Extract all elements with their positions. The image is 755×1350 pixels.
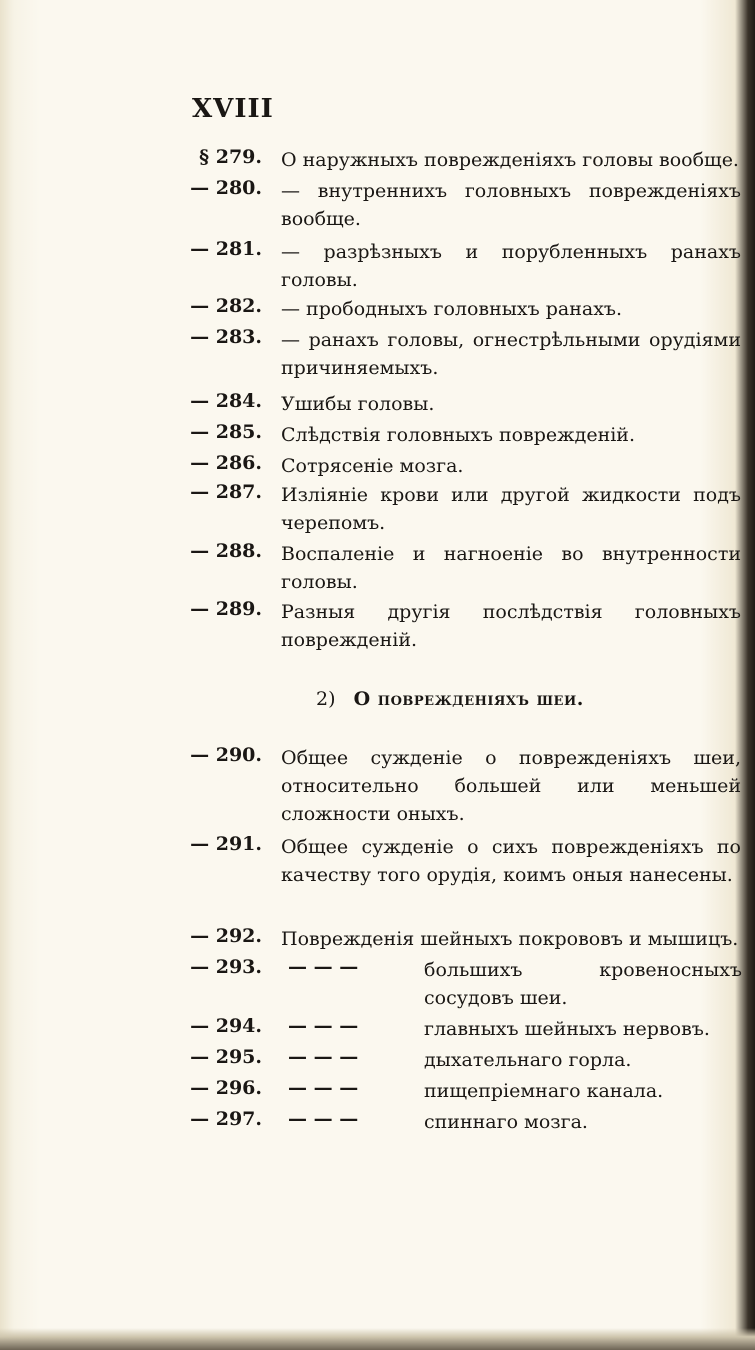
entry-text: О наружныхъ поврежденiяхъ головы вообще. bbox=[281, 149, 739, 171]
section-number: — 291. bbox=[190, 833, 262, 855]
section-number: — 294. bbox=[190, 1015, 262, 1037]
section-number: — 284. bbox=[190, 390, 262, 412]
entry-text: Сотрясенiе мозга. bbox=[281, 455, 464, 477]
entry-text: спиннаго мозга. bbox=[424, 1111, 588, 1133]
section-number: — 282. bbox=[190, 295, 262, 317]
entry-text: Излiянiе крови или другой жидкости подъ черепомъ. bbox=[281, 484, 741, 534]
page-number: XVIII bbox=[192, 94, 274, 124]
section-heading-number: 2) bbox=[316, 688, 336, 710]
entry-text: — ранахъ головы, огнестрѣльными орудiями причиняемыхъ. bbox=[281, 329, 741, 379]
entry-text: дыхательнаго горла. bbox=[424, 1049, 632, 1071]
entry-text: Воспаленiе и нагноенiе во внутренности головы. bbox=[281, 543, 741, 593]
entry-text: — внутреннихъ головныхъ поврежденiяхъ вообще. bbox=[281, 180, 741, 230]
entry-text: Ушибы головы. bbox=[281, 393, 435, 415]
entry-text: — разрѣзныхъ и порубленныхъ ранахъ головы. bbox=[281, 241, 741, 291]
section-number: — 295. bbox=[190, 1046, 262, 1068]
entry-text: большихъ кровеносныхъ сосудовъ шеи. bbox=[424, 959, 742, 1009]
section-heading-title: О поврежденiяхъ шеи. bbox=[353, 688, 584, 710]
ditto-dashes: — — — bbox=[288, 1077, 359, 1099]
ditto-dashes: — — — bbox=[288, 1046, 359, 1068]
section-number: — 281. bbox=[190, 238, 262, 260]
entry-text: Разныя другiя послѣдствiя головныхъ поврежденiй. bbox=[281, 601, 741, 651]
section-number: — 297. bbox=[190, 1108, 262, 1130]
ditto-dashes: — — — bbox=[288, 956, 359, 978]
section-number: — 293. bbox=[190, 956, 262, 978]
section-number: — 283. bbox=[190, 326, 262, 348]
entry-text: Поврежденiя шейныхъ покрововъ и мышицъ. bbox=[281, 928, 739, 950]
section-number: — 280. bbox=[190, 177, 262, 199]
entry-text: главныхъ шейныхъ нервовъ. bbox=[424, 1018, 710, 1040]
section-number: — 286. bbox=[190, 452, 262, 474]
entry-text: Общее сужденiе о сихъ поврежденiяхъ по качеству того орудiя, коимъ оныя нанесены. bbox=[281, 836, 741, 886]
section-heading bbox=[316, 688, 584, 710]
entry-text: Слѣдствiя головныхъ поврежденiй. bbox=[281, 424, 636, 446]
section-number: — 288. bbox=[190, 540, 262, 562]
section-number: — 287. bbox=[190, 481, 262, 503]
section-number: — 290. bbox=[190, 744, 262, 766]
section-number: — 285. bbox=[190, 421, 262, 443]
ditto-dashes: — — — bbox=[288, 1015, 359, 1037]
entry-text: пищепрiемнаго канала. bbox=[424, 1080, 664, 1102]
section-number: — 289. bbox=[190, 598, 262, 620]
entry-text: Общее сужденiе о поврежденiяхъ шеи, относительно большей или меньшей сложности оныхъ. bbox=[281, 747, 741, 825]
section-number: — 296. bbox=[190, 1077, 262, 1099]
section-number: § 279. bbox=[199, 146, 262, 168]
entry-text: — прободныхъ головныхъ ранахъ. bbox=[281, 298, 623, 320]
section-number: — 292. bbox=[190, 925, 262, 947]
ditto-dashes: — — — bbox=[288, 1108, 359, 1130]
